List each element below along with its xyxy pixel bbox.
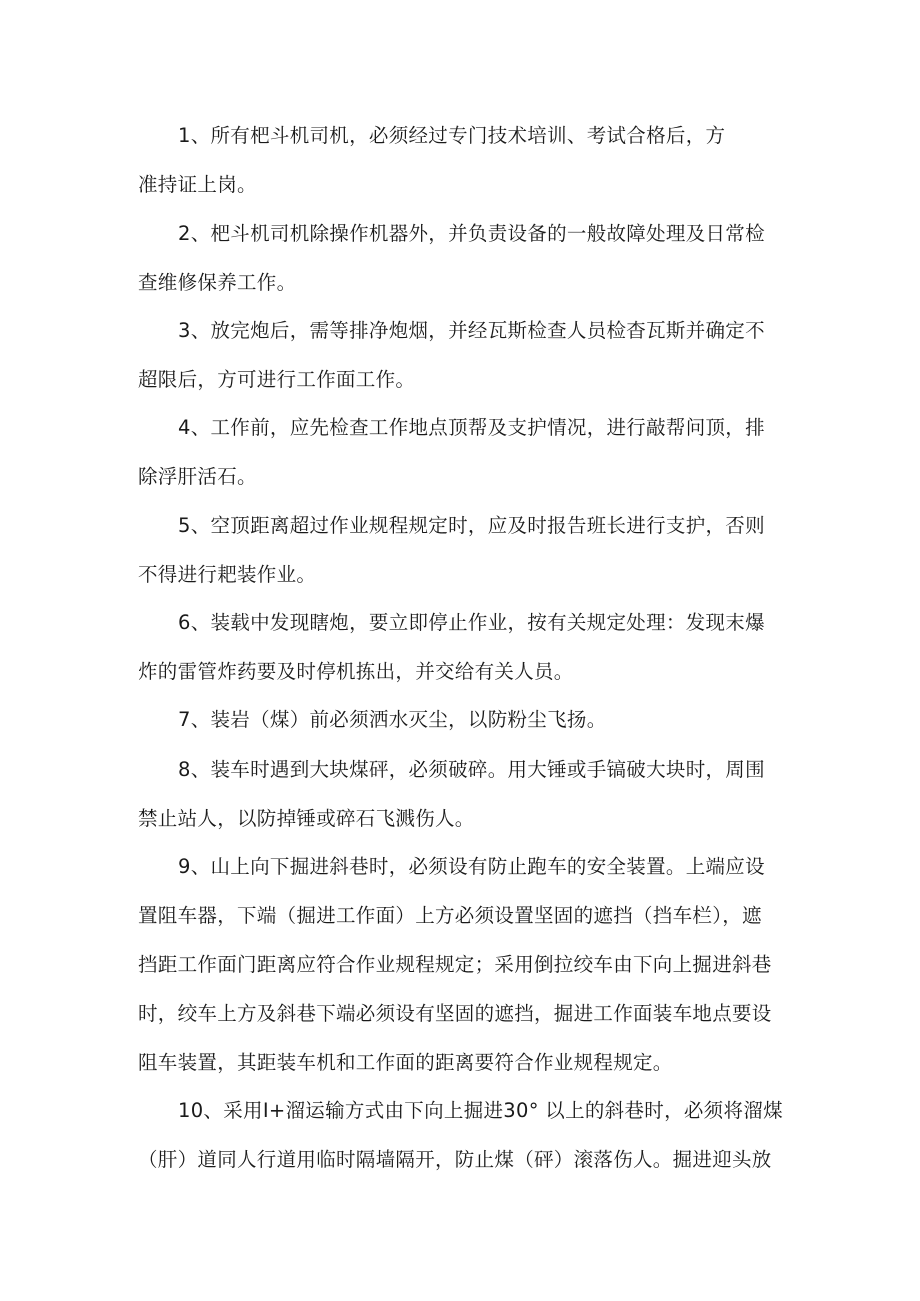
paragraph-5 xyxy=(0,501,920,599)
paragraph-7 xyxy=(0,695,920,744)
paragraph-6 xyxy=(0,598,920,696)
paragraph-line: 炸的雷管炸药要及时停机拣出，并交给有关人员。 xyxy=(138,660,574,683)
paragraph-line: 6、装载中发现瞎炮，要立即停止作业，按有关规定处理：发现末爆 xyxy=(178,611,765,634)
paragraph-line: 挡距工作面门距离应符合作业规程规定；采用倒拉绞车由下向上掘进斜巷 xyxy=(138,953,772,976)
paragraph-line: 时，绞车上方及斜巷下端必须设有坚固的遮挡，掘进工作面装车地点要设 xyxy=(138,1002,772,1025)
paragraph-line: 1、所有杷斗机司机，必须经过专门技术培训、考试合格后，方 xyxy=(178,124,726,147)
paragraph-line: 准持证上岗。 xyxy=(138,173,257,196)
paragraph-2 xyxy=(0,209,920,307)
paragraph-line: 3、放完炮后，需等排净炮烟，并经瓦斯检查人员检杳瓦斯并确定不 xyxy=(178,319,765,342)
paragraph-line: 超限后，方可进行工作面工作。 xyxy=(138,368,416,391)
paragraph-3 xyxy=(0,306,920,404)
paragraph-line: 置阻车器，下端（掘进工作面）上方必须设置坚固的遮挡（挡车栏），遮 xyxy=(138,904,762,927)
paragraph-line: 4、工作前，应先检查工作地点顶帮及支护情况，进行敲帮问顶，排 xyxy=(178,416,765,439)
paragraph-line: 10、采用I+溜运输方式由下向上掘进30° 以上的斜巷时，必须将溜煤 xyxy=(178,1099,783,1122)
paragraph-line: （肝）道同人行道用临时隔墙隔开，防止煤（砰）滚落伤人。掘进迎头放 xyxy=(138,1148,772,1171)
paragraph-line: 禁止站人，以防掉锤或碎石飞溅伤人。 xyxy=(138,807,475,830)
paragraph-1 xyxy=(0,111,920,209)
paragraph-line: 查维修保养工作。 xyxy=(138,271,297,294)
paragraph-line: 除浮肝活石。 xyxy=(138,465,257,488)
paragraph-line: 不得进行耙装作业。 xyxy=(138,563,317,586)
paragraph-line: 9、山上向下掘进斜巷时，必须设有防止跑车的安全装置。上端应设 xyxy=(178,855,765,878)
paragraph-4 xyxy=(0,403,920,501)
paragraph-line: 2、杷斗机司机除操作机器外，并负责设备的一般故障处理及日常检 xyxy=(178,222,765,245)
paragraph-10 xyxy=(0,1086,920,1184)
paragraph-9 xyxy=(0,842,920,1087)
paragraph-line: 8、装车时遇到大块煤砰，必须破碎。用大锤或手镐破大块时，周围 xyxy=(178,758,765,781)
paragraph-line: 阻车装置，其距装车机和工作面的距离要符合作业规程规定。 xyxy=(138,1051,673,1074)
paragraph-8 xyxy=(0,745,920,843)
paragraph-line: 7、装岩（煤）前必须洒水灭尘，以防粉尘飞扬。 xyxy=(178,708,607,731)
paragraph-line: 5、空顶距离超过作业规程规定时，应及时报告班长进行支护，否则 xyxy=(178,514,765,537)
